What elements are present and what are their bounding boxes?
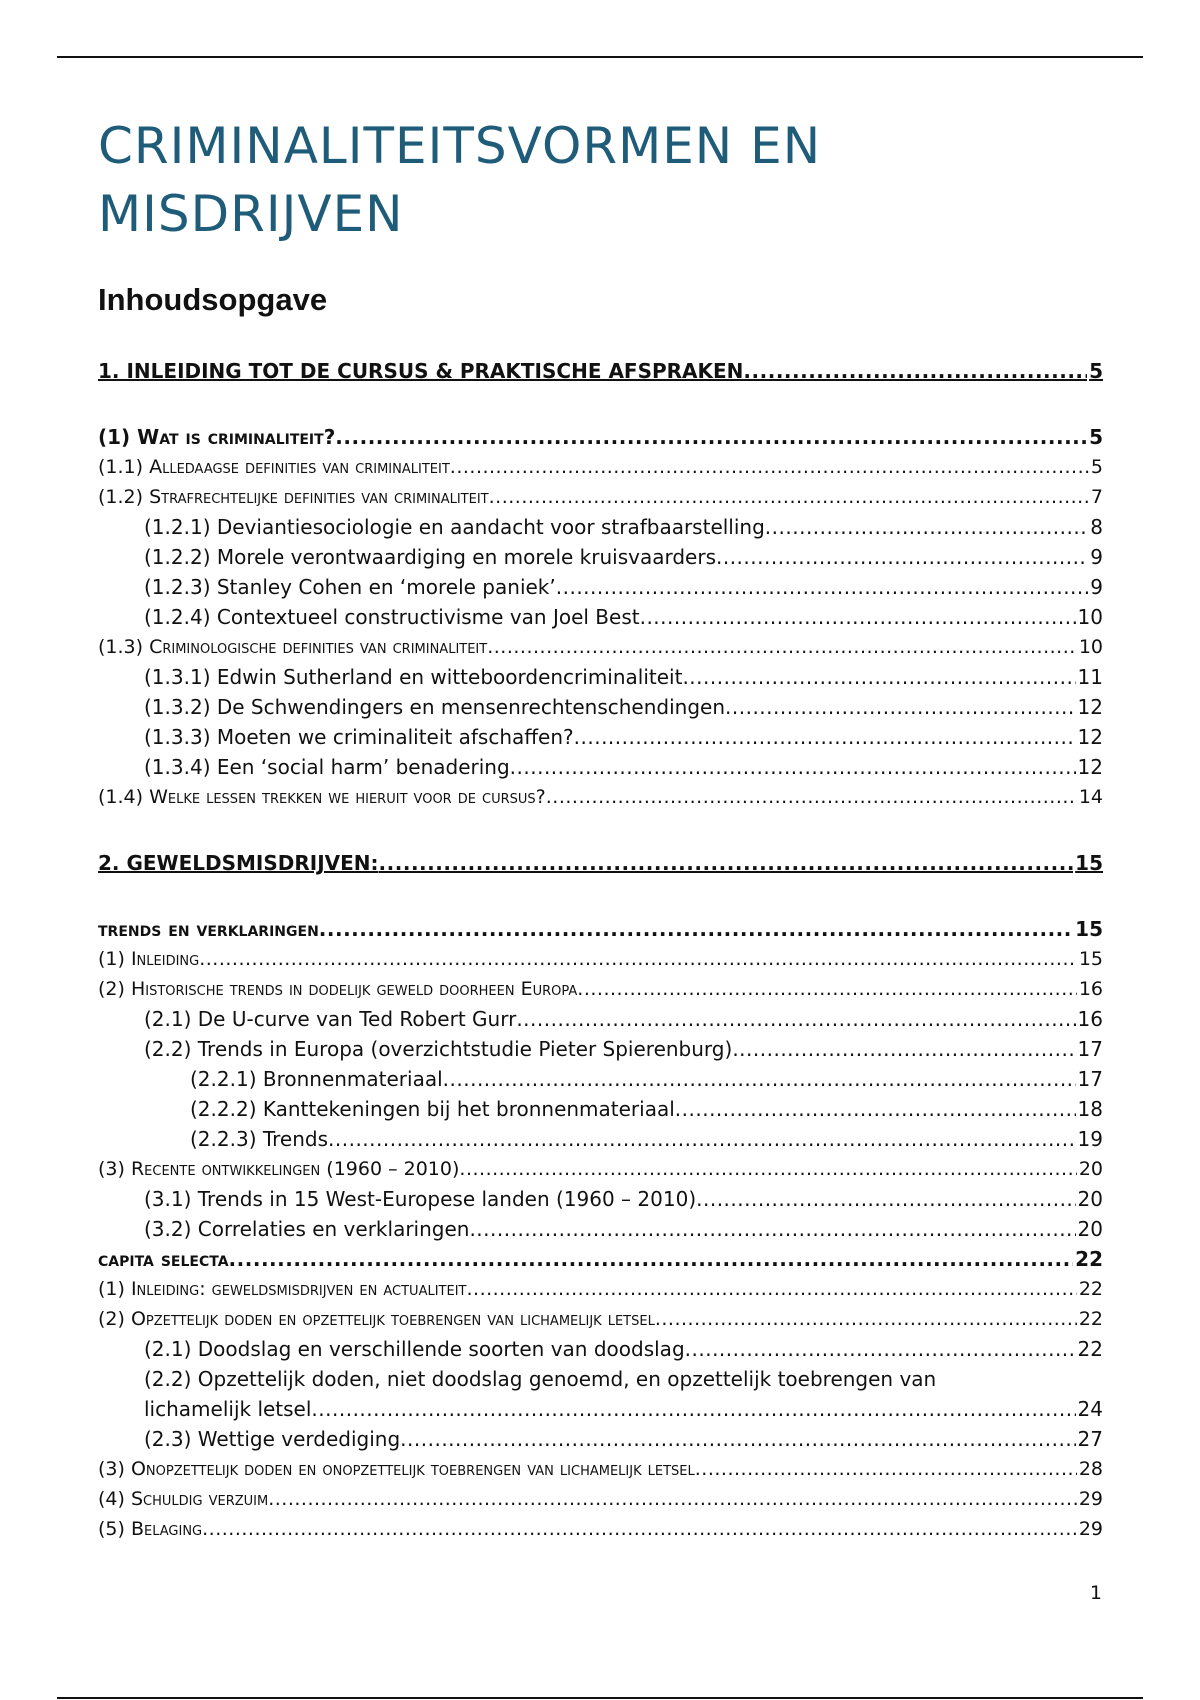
toc-entry-item[interactable] [98, 1004, 1103, 1034]
toc-entry-label: (1) Wat is criminaliteit? [98, 425, 336, 449]
toc-entry-item[interactable] [98, 1424, 1103, 1454]
toc-entry-item[interactable] [98, 752, 1103, 782]
toc-heading: Inhoudsopgave [98, 282, 328, 317]
toc-entry-label: (5) Belaging [98, 1518, 203, 1540]
toc-entry-label: (2) Historische trends in dodelijk geweld doorheen Europa [98, 978, 578, 1000]
toc-entry-page: 29 [1078, 1488, 1103, 1510]
toc-entry-label: (1.1) Alledaagse definities van criminaliteit [98, 456, 450, 478]
toc-entry-section[interactable] [98, 1244, 1103, 1274]
toc-entry-page: 5 [1089, 359, 1103, 383]
toc-entry-label-line2: lichamelijk letsel [144, 1397, 312, 1421]
toc-entry-item[interactable] [98, 512, 1103, 542]
toc-entry-label: (1.2) Strafrechtelijke definities van criminaliteit [98, 486, 489, 508]
toc-entry-page: 19 [1077, 1127, 1103, 1151]
toc-entry-label: (3.2) Correlaties en verklaringen [144, 1217, 470, 1241]
toc-entry-label: (1.2.4) Contextueel constructivisme van Joel Best [144, 605, 640, 629]
header-rule [57, 56, 1143, 58]
toc-entry-label: (2.2) Trends in Europa (overzichtstudie Pieter Spierenburg) [144, 1037, 733, 1061]
toc-entry-label: (1.3.4) Een ‘social harm’ benadering [144, 755, 510, 779]
toc-entry-label-line1: (2.2) Opzettelijk doden, niet doodslag genoemd, en opzettelijk toebrengen van [144, 1367, 937, 1391]
toc-entry-item[interactable] [98, 572, 1103, 602]
toc-entry-page: 12 [1077, 695, 1103, 719]
toc-entry-page: 14 [1078, 786, 1103, 808]
toc-entry-subsection[interactable] [98, 1274, 1103, 1304]
toc-entry-label: (3) Recente ontwikkelingen (1960 – 2010) [98, 1158, 460, 1180]
toc-entry-page: 15 [1075, 851, 1103, 875]
toc-entry-page: 29 [1078, 1518, 1103, 1540]
toc-entry-page: 11 [1077, 665, 1103, 689]
toc-entry-item[interactable] [98, 662, 1103, 692]
toc-entry-label: (1.3) Criminologische definities van criminaliteit [98, 636, 488, 658]
toc-entry-label: (1.4) Welke lessen trekken we hieruit voor de cursus? [98, 786, 546, 808]
toc-entry-item[interactable] [98, 1214, 1103, 1244]
toc-entry-page: 22 [1077, 1337, 1103, 1361]
toc-entry-label: (3.1) Trends in 15 West-Europese landen (1960 – 2010) [144, 1187, 697, 1211]
toc-entry-subsection[interactable] [98, 1454, 1103, 1484]
toc-entry-page: 20 [1078, 1158, 1103, 1180]
footer-rule [57, 1697, 1143, 1699]
toc-entry-item[interactable] [98, 692, 1103, 722]
toc-entry-item[interactable] [98, 1124, 1103, 1154]
toc-entry-subsection[interactable] [98, 1154, 1103, 1184]
toc-entry-page: 28 [1078, 1458, 1103, 1480]
toc-entry-item[interactable] [98, 602, 1103, 632]
toc-entry-page: 17 [1077, 1067, 1103, 1091]
toc-entry-item[interactable] [98, 1034, 1103, 1064]
toc-entry-page: 20 [1077, 1217, 1103, 1241]
toc-entry-page: 16 [1077, 1007, 1103, 1031]
toc-entry-label: (2.1) Doodslag en verschillende soorten van doodslag [144, 1337, 685, 1361]
toc-entry-page: 20 [1077, 1187, 1103, 1211]
toc-entry-item[interactable] [98, 1184, 1103, 1214]
toc-entry-page: 10 [1077, 605, 1103, 629]
page-number: 1 [1089, 1582, 1102, 1604]
toc-entry-subsection[interactable] [98, 452, 1103, 482]
toc-entry-label: (2) Opzettelijk doden en opzettelijk toebrengen van lichamelijk letsel [98, 1308, 655, 1330]
toc-entry-page: 5 [1089, 425, 1103, 449]
toc-entry-item[interactable] [98, 722, 1103, 752]
toc-entry-label: (1) Inleiding: geweldsmisdrijven en actualiteit [98, 1278, 467, 1300]
toc-entry-page: 10 [1078, 636, 1103, 658]
toc-entry-page: 24 [1077, 1397, 1103, 1421]
toc-entry-label: (1.2.1) Deviantiesociologie en aandacht voor strafbaarstelling [144, 515, 765, 539]
toc-entry-label: trends en verklaringen [98, 917, 319, 941]
toc-entry-page: 15 [1075, 917, 1103, 941]
toc-entry-subsection[interactable] [98, 974, 1103, 1004]
toc-entry-label: (1.3.2) De Schwendingers en mensenrechtenschendingen [144, 695, 726, 719]
toc-entry-page: 22 [1075, 1247, 1103, 1271]
toc-entry-page: 27 [1077, 1427, 1103, 1451]
toc-entry-page: 12 [1077, 725, 1103, 749]
toc-entry-page: 17 [1077, 1037, 1103, 1061]
toc-entry-chapter-1[interactable] [98, 356, 1103, 386]
toc-entry-label: (1.3.3) Moeten we criminaliteit afschaffen? [144, 725, 574, 749]
toc-entry-label: (1.3.1) Edwin Sutherland en witteboordencriminaliteit [144, 665, 683, 689]
toc-entry-label: (4) Schuldig verzuim [98, 1488, 269, 1510]
toc-entry-item-wrapped[interactable] [98, 1364, 1103, 1424]
toc-entry-section[interactable] [98, 422, 1103, 452]
toc-entry-chapter-2[interactable] [98, 848, 1103, 878]
toc-entry-subsection[interactable] [98, 782, 1103, 812]
toc-entry-label: capita selecta [98, 1247, 229, 1271]
toc-entry-label: (1.2.3) Stanley Cohen en ‘morele paniek’ [144, 575, 556, 599]
toc-entry-section[interactable] [98, 914, 1103, 944]
toc-entry-page: 9 [1090, 545, 1103, 569]
toc-entry-page: 22 [1078, 1278, 1103, 1300]
toc-entry-label: 2. GEWELDSMISDRIJVEN: [98, 851, 379, 875]
toc-entry-label: (2.3) Wettige verdediging [144, 1427, 401, 1451]
toc-entry-label: (3) Onopzettelijk doden en onopzettelijk toebrengen van lichamelijk letsel [98, 1458, 695, 1480]
toc-entry-page: 8 [1090, 515, 1103, 539]
toc-entry-item[interactable] [98, 542, 1103, 572]
toc-entry-item[interactable] [98, 1334, 1103, 1364]
toc-entry-page: 9 [1090, 575, 1103, 599]
toc-entry-page: 7 [1090, 486, 1103, 508]
toc-entry-subsection[interactable] [98, 1304, 1103, 1334]
toc-entry-label: (1) Inleiding [98, 948, 200, 970]
toc-entry-subsection[interactable] [98, 944, 1103, 974]
table-of-contents [98, 356, 1103, 1544]
toc-entry-label: (2.1) De U-curve van Ted Robert Gurr [144, 1007, 517, 1031]
document-title: CRIMINALITEITSVORMEN EN MISDRIJVEN [98, 117, 822, 243]
toc-entry-label: (2.2.1) Bronnenmateriaal [190, 1067, 443, 1091]
toc-entry-item[interactable] [98, 1064, 1103, 1094]
toc-entry-page: 22 [1078, 1308, 1103, 1330]
toc-entry-label: (2.2.2) Kanttekeningen bij het bronnenmateriaal [190, 1097, 675, 1121]
toc-entry-label: (2.2.3) Trends [190, 1127, 329, 1151]
toc-entry-item[interactable] [98, 1094, 1103, 1124]
toc-entry-page: 16 [1078, 978, 1103, 1000]
toc-entry-page: 5 [1090, 456, 1103, 478]
toc-entry-page: 12 [1077, 755, 1103, 779]
toc-entry-label: 1. INLEIDING TOT DE CURSUS & PRAKTISCHE AFSPRAKEN [98, 359, 744, 383]
toc-entry-subsection[interactable] [98, 1514, 1103, 1544]
toc-entry-page: 15 [1078, 948, 1103, 970]
toc-entry-label: (1.2.2) Morele verontwaardiging en morele kruisvaarders [144, 545, 716, 569]
toc-entry-subsection[interactable] [98, 1484, 1103, 1514]
toc-entry-subsection[interactable] [98, 632, 1103, 662]
toc-entry-page: 18 [1077, 1097, 1103, 1121]
toc-entry-subsection[interactable] [98, 482, 1103, 512]
